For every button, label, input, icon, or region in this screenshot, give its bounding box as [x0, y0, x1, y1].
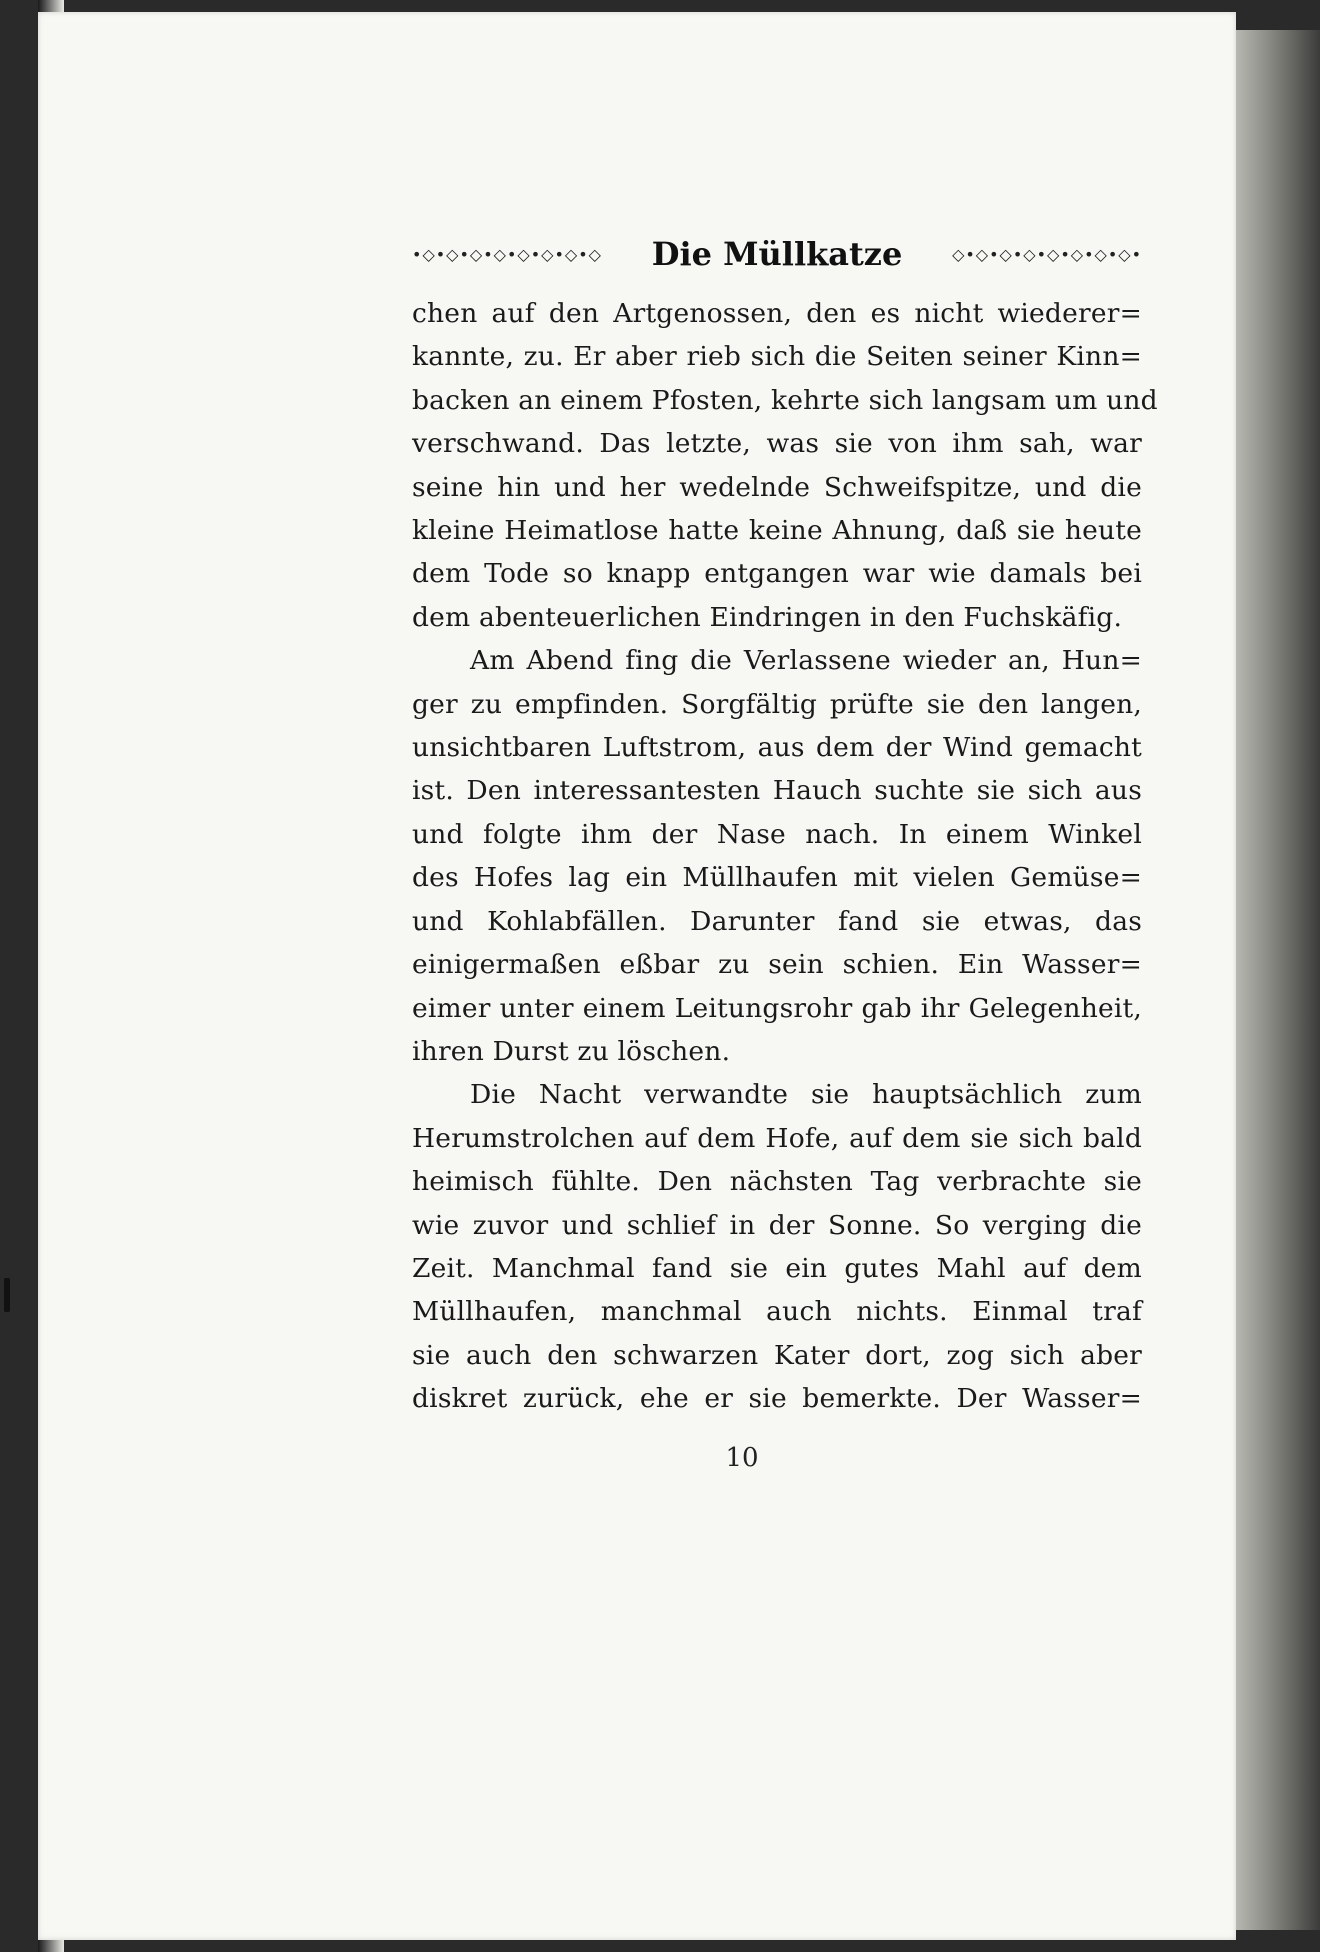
- text-line: seine hin und her wedelnde Schweifspitze, und die: [412, 471, 1142, 503]
- text-line: Die Nacht verwandte sie hauptsächlich zum: [470, 1079, 1142, 1111]
- text-line: wie zuvor und schlief in der Sonne. So verging die: [412, 1209, 1142, 1241]
- paragraph: [412, 639, 1142, 1073]
- text-line: Müllhaufen, manchmal auch nichts. Einmal traf: [412, 1296, 1142, 1328]
- text-line: dem Tode so knapp entgangen war wie damals bei: [412, 558, 1142, 590]
- running-head: [412, 232, 1142, 276]
- page-edge-right: [1236, 30, 1320, 1930]
- text-line: diskret zurück, ehe er sie bemerkte. Der Wasser=: [412, 1383, 1142, 1415]
- text-line: des Hofes lag ein Müllhaufen mit vielen Gemüse=: [412, 862, 1142, 894]
- paragraph: [412, 292, 1158, 639]
- text-line: eimer unter einem Leitungsrohr gab ihr Gelegenheit,: [412, 992, 1142, 1024]
- text-line: verschwand. Das letzte, was sie von ihm sah, war: [412, 428, 1142, 460]
- text-line: ist. Den interessantesten Hauch suchte sie sich aus: [412, 775, 1142, 807]
- running-head-title: Die Müllkatze: [651, 235, 903, 273]
- ornament-right: ◇•◇•◇•◇•◇•◇•◇•◇•: [952, 244, 1142, 264]
- text-line: Am Abend fing die Verlassene wieder an, Hun=: [470, 645, 1142, 677]
- body-text: [412, 292, 1158, 1421]
- text-line: kannte, zu. Er aber rieb sich die Seiten seiner Kinn=: [412, 341, 1142, 373]
- text-line: und Kohlabfällen. Darunter fand sie etwas, das: [412, 905, 1142, 937]
- text-line: Zeit. Manchmal fand sie ein gutes Mahl auf dem: [412, 1252, 1142, 1284]
- margin-mark: [4, 1278, 10, 1312]
- text-line: Herumstrolchen auf dem Hofe, auf dem sie sich bald: [412, 1122, 1142, 1154]
- text-line: ihren Durst zu löschen.: [412, 1035, 731, 1067]
- page-number: 10: [725, 1442, 759, 1473]
- text-line: sie auch den schwarzen Kater dort, zog sich aber: [412, 1339, 1142, 1371]
- paragraph: [412, 1073, 1142, 1420]
- text-line: und folgte ihm der Nase nach. In einem Winkel: [412, 818, 1142, 850]
- text-line: ger zu empfinden. Sorgfältig prüfte sie den langen,: [412, 688, 1142, 720]
- text-line: heimisch fühlte. Den nächsten Tag verbrachte sie: [412, 1166, 1142, 1198]
- text-line: dem abenteuerlichen Eindringen in den Fuchskäfig.: [412, 601, 1123, 633]
- text-line: einigermaßen eßbar zu sein schien. Ein Wasser=: [412, 949, 1142, 981]
- ornament-left: •◇•◇•◇•◇•◇•◇•◇•◇: [412, 244, 602, 264]
- text-line: kleine Heimatlose hatte keine Ahnung, daß sie heute: [412, 515, 1142, 547]
- text-line: unsichtbaren Luftstrom, aus dem der Wind gemacht: [412, 732, 1142, 764]
- page-content: [412, 232, 1158, 1473]
- text-line: chen auf den Artgenossen, den es nicht wiederer=: [412, 298, 1142, 329]
- text-line: backen an einem Pfosten, kehrte sich langsam um und: [412, 384, 1158, 416]
